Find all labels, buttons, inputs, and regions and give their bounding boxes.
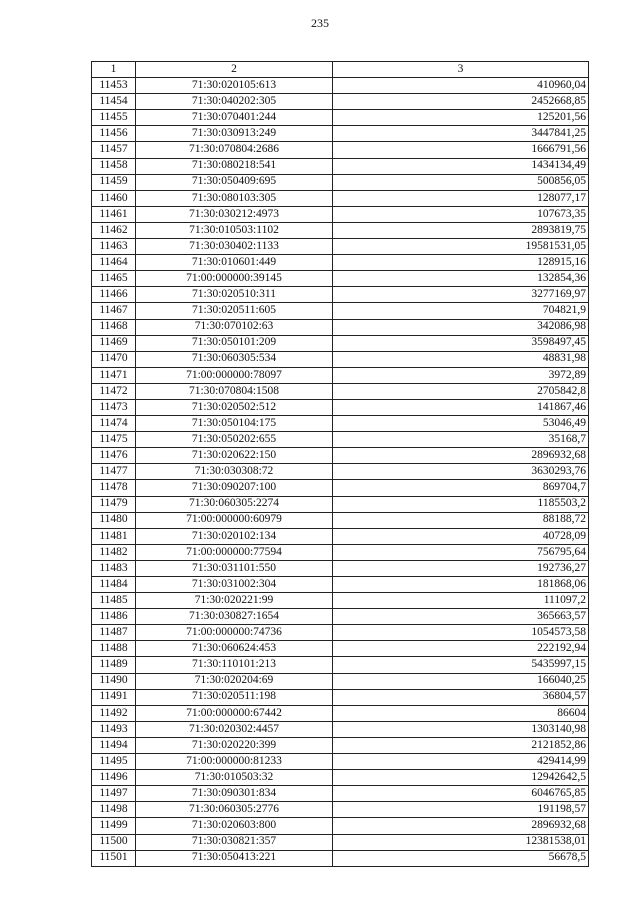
value-cell: 40728,09: [333, 528, 589, 544]
cadastral-number-cell: 71:30:030821:357: [136, 834, 333, 850]
row-number-cell: 11464: [92, 255, 136, 271]
value-cell: 222192,94: [333, 641, 589, 657]
value-cell: 365663,57: [333, 609, 589, 625]
cadastral-number-cell: 71:30:030308:72: [136, 464, 333, 480]
table-row: [92, 818, 589, 834]
cadastral-number-cell: 71:30:020102:134: [136, 528, 333, 544]
cadastral-number-cell: 71:30:060305:534: [136, 351, 333, 367]
table-row: [92, 593, 589, 609]
row-number-cell: 11458: [92, 158, 136, 174]
value-cell: 756795,64: [333, 544, 589, 560]
table-row: [92, 770, 589, 786]
page-number: 235: [311, 16, 329, 30]
table-row: [92, 834, 589, 850]
cadastral-number-cell: 71:30:110101:213: [136, 657, 333, 673]
table-row: [92, 657, 589, 673]
table-row: [92, 560, 589, 576]
cadastral-number-cell: 71:30:020502:512: [136, 399, 333, 415]
cadastral-number-cell: 71:00:000000:77594: [136, 544, 333, 560]
value-cell: 3630293,76: [333, 464, 589, 480]
value-cell: 12942642,5: [333, 770, 589, 786]
row-number-cell: 11490: [92, 673, 136, 689]
row-number-cell: 11472: [92, 383, 136, 399]
cadastral-number-cell: 71:00:000000:81233: [136, 754, 333, 770]
cadastral-number-cell: 71:00:000000:67442: [136, 705, 333, 721]
table-row: [92, 416, 589, 432]
row-number-cell: 11471: [92, 367, 136, 383]
value-cell: 88188,72: [333, 512, 589, 528]
table-row: [92, 158, 589, 174]
table-row: [92, 754, 589, 770]
value-cell: 132854,36: [333, 271, 589, 287]
table-row: [92, 271, 589, 287]
cadastral-number-cell: 71:30:080218:541: [136, 158, 333, 174]
row-number-cell: 11474: [92, 416, 136, 432]
table-row: [92, 464, 589, 480]
cadastral-number-cell: 71:30:070804:1508: [136, 383, 333, 399]
value-cell: 111097,2: [333, 593, 589, 609]
table-body: [92, 78, 589, 867]
row-number-cell: 11482: [92, 544, 136, 560]
value-cell: 2896932,68: [333, 448, 589, 464]
cadastral-number-cell: 71:30:031101:550: [136, 560, 333, 576]
value-cell: 1303140,98: [333, 721, 589, 737]
cadastral-number-cell: 71:30:031002:304: [136, 577, 333, 593]
row-number-cell: 11498: [92, 802, 136, 818]
table-row: [92, 528, 589, 544]
table-row: [92, 174, 589, 190]
value-cell: 36804,57: [333, 689, 589, 705]
value-cell: 3277169,97: [333, 287, 589, 303]
table-row: [92, 303, 589, 319]
row-number-cell: 11469: [92, 335, 136, 351]
value-cell: 5435997,15: [333, 657, 589, 673]
value-cell: 869704,7: [333, 480, 589, 496]
value-cell: 410960,04: [333, 78, 589, 94]
cadastral-number-cell: 71:30:010503:1102: [136, 222, 333, 238]
row-number-cell: 11492: [92, 705, 136, 721]
cadastral-number-cell: 71:30:010601:449: [136, 255, 333, 271]
table-row: [92, 190, 589, 206]
cadastral-number-cell: 71:30:010503:32: [136, 770, 333, 786]
row-number-cell: 11475: [92, 432, 136, 448]
value-cell: 2896932,68: [333, 818, 589, 834]
table-row: [92, 319, 589, 335]
table-row: [92, 641, 589, 657]
row-number-cell: 11453: [92, 78, 136, 94]
cadastral-number-cell: 71:30:050202:655: [136, 432, 333, 448]
value-cell: 125201,56: [333, 110, 589, 126]
table-row: [92, 609, 589, 625]
row-number-cell: 11466: [92, 287, 136, 303]
value-cell: 35168,7: [333, 432, 589, 448]
table-row: [92, 544, 589, 560]
row-number-cell: 11467: [92, 303, 136, 319]
value-cell: 704821,9: [333, 303, 589, 319]
row-number-cell: 11455: [92, 110, 136, 126]
row-number-cell: 11462: [92, 222, 136, 238]
row-number-cell: 11500: [92, 834, 136, 850]
cadastral-number-cell: 71:30:090207:100: [136, 480, 333, 496]
table-row: [92, 673, 589, 689]
value-cell: 128915,16: [333, 255, 589, 271]
cadastral-number-cell: 71:30:040202:305: [136, 94, 333, 110]
table-row: [92, 351, 589, 367]
row-number-cell: 11484: [92, 577, 136, 593]
table-row: [92, 448, 589, 464]
header-row: [92, 62, 589, 78]
row-number-cell: 11501: [92, 850, 136, 866]
value-cell: 12381538,01: [333, 834, 589, 850]
cadastral-number-cell: 71:30:070102:63: [136, 319, 333, 335]
value-cell: 2121852,86: [333, 737, 589, 753]
table-row: [92, 222, 589, 238]
value-cell: 191198,57: [333, 802, 589, 818]
table-row: [92, 206, 589, 222]
data-table: [91, 61, 589, 867]
row-number-cell: 11480: [92, 512, 136, 528]
value-cell: 107673,35: [333, 206, 589, 222]
row-number-cell: 11497: [92, 786, 136, 802]
table-row: [92, 94, 589, 110]
cadastral-number-cell: 71:30:020511:198: [136, 689, 333, 705]
cadastral-number-cell: 71:30:030827:1654: [136, 609, 333, 625]
row-number-cell: 11485: [92, 593, 136, 609]
table-row: [92, 577, 589, 593]
cadastral-number-cell: 71:30:070804:2686: [136, 142, 333, 158]
row-number-cell: 11468: [92, 319, 136, 335]
row-number-cell: 11459: [92, 174, 136, 190]
column-header-3: 3: [333, 62, 589, 78]
table-row: [92, 287, 589, 303]
row-number-cell: 11461: [92, 206, 136, 222]
row-number-cell: 11463: [92, 239, 136, 255]
value-cell: 48831,98: [333, 351, 589, 367]
value-cell: 6046765,85: [333, 786, 589, 802]
row-number-cell: 11454: [92, 94, 136, 110]
table-row: [92, 432, 589, 448]
cadastral-number-cell: 71:30:030212:4973: [136, 206, 333, 222]
table-row: [92, 335, 589, 351]
cadastral-number-cell: 71:30:030402:1133: [136, 239, 333, 255]
cadastral-number-cell: 71:30:060624:453: [136, 641, 333, 657]
cadastral-number-cell: 71:30:020510:311: [136, 287, 333, 303]
value-cell: 166040,25: [333, 673, 589, 689]
row-number-cell: 11465: [92, 271, 136, 287]
value-cell: 2893819,75: [333, 222, 589, 238]
row-number-cell: 11493: [92, 721, 136, 737]
table-row: [92, 625, 589, 641]
table-row: [92, 383, 589, 399]
row-number-cell: 11456: [92, 126, 136, 142]
row-number-cell: 11478: [92, 480, 136, 496]
row-number-cell: 11481: [92, 528, 136, 544]
row-number-cell: 11494: [92, 737, 136, 753]
row-number-cell: 11479: [92, 496, 136, 512]
table-row: [92, 399, 589, 415]
value-cell: 1666791,56: [333, 142, 589, 158]
value-cell: 56678,5: [333, 850, 589, 866]
value-cell: 19581531,05: [333, 239, 589, 255]
table-row: [92, 480, 589, 496]
row-number-cell: 11473: [92, 399, 136, 415]
cadastral-number-cell: 71:30:080103:305: [136, 190, 333, 206]
cadastral-number-cell: 71:30:020204:69: [136, 673, 333, 689]
value-cell: 500856,05: [333, 174, 589, 190]
cadastral-number-cell: 71:30:070401:244: [136, 110, 333, 126]
value-cell: 1434134,49: [333, 158, 589, 174]
cadastral-number-cell: 71:30:050413:221: [136, 850, 333, 866]
table-row: [92, 367, 589, 383]
cadastral-number-cell: 71:30:020603:800: [136, 818, 333, 834]
value-cell: 86604: [333, 705, 589, 721]
table-row: [92, 78, 589, 94]
row-number-cell: 11460: [92, 190, 136, 206]
row-number-cell: 11476: [92, 448, 136, 464]
cadastral-number-cell: 71:00:000000:74736: [136, 625, 333, 641]
value-cell: 2705842,8: [333, 383, 589, 399]
table-row: [92, 126, 589, 142]
cadastral-number-cell: 71:30:050104:175: [136, 416, 333, 432]
row-number-cell: 11489: [92, 657, 136, 673]
value-cell: 128077,17: [333, 190, 589, 206]
row-number-cell: 11483: [92, 560, 136, 576]
column-header-2: 2: [136, 62, 333, 78]
value-cell: 1185503,2: [333, 496, 589, 512]
cadastral-number-cell: 71:00:000000:60979: [136, 512, 333, 528]
cadastral-number-cell: 71:00:000000:39145: [136, 271, 333, 287]
column-header-1: 1: [92, 62, 136, 78]
cadastral-number-cell: 71:30:020511:605: [136, 303, 333, 319]
cadastral-number-cell: 71:30:090301:834: [136, 786, 333, 802]
row-number-cell: 11488: [92, 641, 136, 657]
value-cell: 3447841,25: [333, 126, 589, 142]
row-number-cell: 11486: [92, 609, 136, 625]
cadastral-number-cell: 71:30:020221:99: [136, 593, 333, 609]
row-number-cell: 11499: [92, 818, 136, 834]
cadastral-number-cell: 71:30:060305:2274: [136, 496, 333, 512]
row-number-cell: 11495: [92, 754, 136, 770]
table-header: [92, 62, 589, 78]
row-number-cell: 11496: [92, 770, 136, 786]
value-cell: 181868,06: [333, 577, 589, 593]
value-cell: 342086,98: [333, 319, 589, 335]
value-cell: 53046,49: [333, 416, 589, 432]
value-cell: 3598497,45: [333, 335, 589, 351]
table-row: [92, 802, 589, 818]
value-cell: 3972,89: [333, 367, 589, 383]
table-row: [92, 850, 589, 866]
cadastral-number-cell: 71:30:020622:150: [136, 448, 333, 464]
value-cell: 1054573,58: [333, 625, 589, 641]
value-cell: 2452668,85: [333, 94, 589, 110]
table-row: [92, 786, 589, 802]
table-row: [92, 721, 589, 737]
value-cell: 429414,99: [333, 754, 589, 770]
table-row: [92, 496, 589, 512]
row-number-cell: 11470: [92, 351, 136, 367]
value-cell: 141867,46: [333, 399, 589, 415]
table-row: [92, 737, 589, 753]
value-cell: 192736,27: [333, 560, 589, 576]
table-row: [92, 239, 589, 255]
table-row: [92, 255, 589, 271]
row-number-cell: 11491: [92, 689, 136, 705]
cadastral-number-cell: 71:30:020220:399: [136, 737, 333, 753]
table-row: [92, 142, 589, 158]
table-row: [92, 512, 589, 528]
cadastral-number-cell: 71:30:050409:695: [136, 174, 333, 190]
row-number-cell: 11487: [92, 625, 136, 641]
row-number-cell: 11477: [92, 464, 136, 480]
table-row: [92, 110, 589, 126]
cadastral-number-cell: 71:30:060305:2776: [136, 802, 333, 818]
cadastral-number-cell: 71:00:000000:78097: [136, 367, 333, 383]
row-number-cell: 11457: [92, 142, 136, 158]
cadastral-number-cell: 71:30:030913:249: [136, 126, 333, 142]
table-row: [92, 705, 589, 721]
cadastral-number-cell: 71:30:020302:4457: [136, 721, 333, 737]
table-row: [92, 689, 589, 705]
cadastral-number-cell: 71:30:020105:613: [136, 78, 333, 94]
cadastral-number-cell: 71:30:050101:209: [136, 335, 333, 351]
